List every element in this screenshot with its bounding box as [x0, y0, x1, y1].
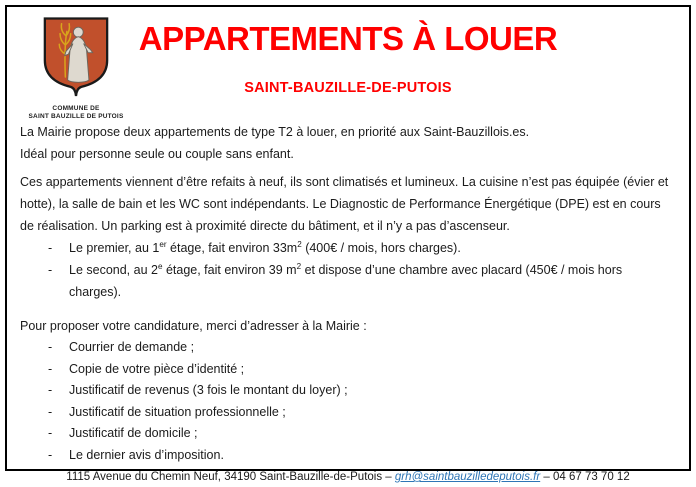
bullet-dash: - — [48, 340, 53, 354]
page-border-frame — [5, 5, 691, 483]
commune-caption-line2: SAINT BAUZILLE DE PUTOIS — [28, 113, 124, 120]
apartment-item-1-text: Le premier, au 1er étage, fait environ $33m^2$ (400€ / mois, hors charges). — [69, 239, 461, 255]
intro-line-1: La Mairie propose deux appartements de type T2 à louer, en priorité aux Saint-Bauzillois.es. — [20, 125, 530, 139]
bullet-dash: - — [48, 447, 53, 462]
list-item — [20, 445, 676, 467]
description-paragraph: Ces appartements viennent d’être refaits à neuf, ils sont climatisés et lumineux. La cuisine n’est pas équipée (évier et hotte), la salle de bain et les WC sont indépendants. Le Diagnostic de Performance Énergétique (DPE) est en cours de réalisation. Un parking est à proximité directe du bâtiment, et il n’y a pas d’ascenseur. — [20, 175, 669, 233]
bullet-dash: - — [48, 404, 53, 419]
apartments-list — [20, 237, 676, 303]
list-item-text: Le dernier avis d’imposition. — [69, 447, 224, 462]
list-item — [20, 380, 676, 402]
list-item-text: Justificatif de domicile ; — [69, 426, 198, 440]
apartment-item-1 — [20, 237, 676, 259]
commune-caption-line1: COMMUNE DE — [52, 105, 100, 112]
bullet-dash: - — [48, 263, 53, 277]
bullet-dash: - — [48, 383, 53, 397]
list-item-text: Justificatif de situation professionnelle ; — [69, 404, 286, 419]
coat-of-arms-icon — [38, 13, 114, 103]
intro-paragraph — [20, 121, 676, 165]
list-item — [20, 402, 676, 424]
intro-line-2: Idéal pour personne seule ou couple sans enfant. — [20, 147, 294, 161]
list-item-text: Copie de votre pièce d’identité ; — [69, 361, 245, 376]
list-item — [20, 423, 676, 445]
list-item-text: Courrier de demande ; — [69, 340, 195, 354]
bullet-dash: - — [48, 426, 53, 440]
page-title: APPARTEMENTS À LOUER — [138, 20, 558, 57]
apply-heading: Pour proposer votre candidature, merci d’adresser à la Mairie : — [20, 319, 367, 333]
list-item — [20, 337, 676, 359]
footer-contact-line — [7, 467, 689, 487]
requested-documents-list — [20, 337, 676, 466]
bullet-dash: - — [48, 361, 53, 376]
list-item — [20, 359, 676, 381]
bullet-dash: - — [48, 241, 53, 255]
footer-phone: – 04 67 73 70 12 — [540, 471, 630, 483]
body-content — [20, 121, 676, 466]
apartment-item-2 — [20, 259, 676, 303]
footer-address: 1115 Avenue du Chemin Neuf, 34190 Saint-Bauzille-de-Putois – — [66, 471, 395, 483]
apartment-item-2-text: Le second, au 2e étage, fait environ 39 $m^2$ et dispose d’une chambre avec placard (450€ / mois hors charges). — [69, 261, 623, 299]
commune-caption — [27, 105, 125, 121]
list-item-text: Justificatif de revenus (3 fois le montant du loyer) ; — [69, 383, 348, 397]
email-link[interactable]: grh@saintbauzilledeputois.fr — [394, 471, 541, 483]
commune-logo — [27, 13, 125, 121]
page-subtitle: SAINT-BAUZILLE-DE-PUTOIS — [244, 80, 452, 96]
